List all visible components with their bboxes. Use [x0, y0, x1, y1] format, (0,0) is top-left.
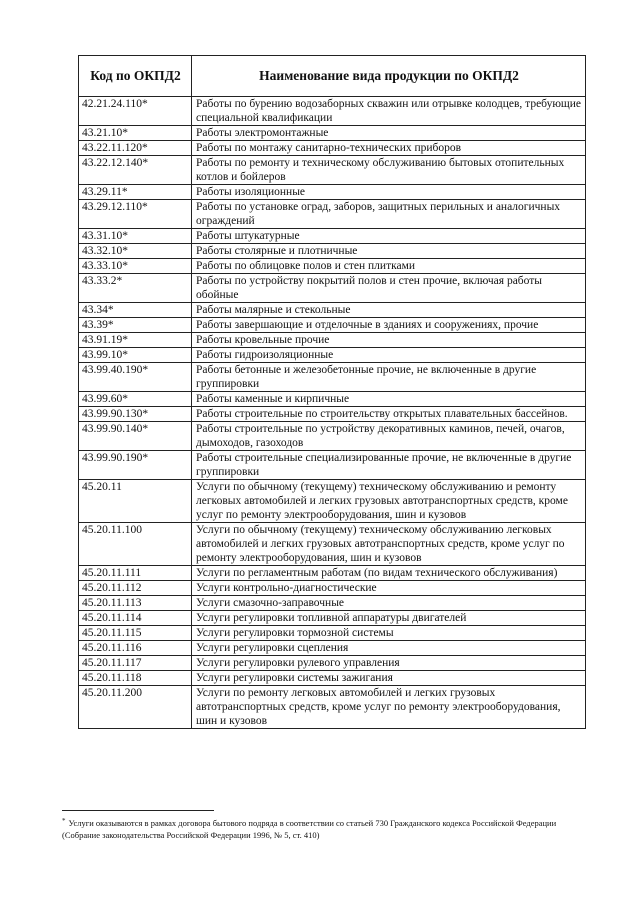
- product-name-cell: Работы завершающие и отделочные в зданиях и сооружениях, прочие: [192, 318, 586, 333]
- table-row: [79, 581, 586, 596]
- product-name-cell: Работы по устройству покрытий полов и стен прочие, включая работы обойные: [192, 274, 586, 303]
- product-name-cell: Работы строительные по строительству открытых плавательных бассейнов.: [192, 407, 586, 422]
- okpd2-code-cell: 43.34*: [79, 303, 192, 318]
- table-row: [79, 141, 586, 156]
- okpd2-code-cell: 43.99.40.190*: [79, 363, 192, 392]
- okpd2-code-cell: 45.20.11.117: [79, 656, 192, 671]
- okpd2-code-cell: 42.21.24.110*: [79, 97, 192, 126]
- okpd2-table: [78, 55, 586, 729]
- product-name-cell: Работы по бурению водозаборных скважин или отрывке колодцев, требующие специальной квалификации: [192, 97, 586, 126]
- product-name-cell: Услуги регулировки рулевого управления: [192, 656, 586, 671]
- product-name-cell: Услуги регулировки сцепления: [192, 641, 586, 656]
- okpd2-code-cell: 43.22.11.120*: [79, 141, 192, 156]
- okpd2-code-cell: 43.91.19*: [79, 333, 192, 348]
- okpd2-code-cell: 43.29.11*: [79, 185, 192, 200]
- table-row: [79, 596, 586, 611]
- okpd2-code-cell: 43.32.10*: [79, 244, 192, 259]
- okpd2-code-cell: 45.20.11.111: [79, 566, 192, 581]
- okpd2-code-cell: 43.99.90.140*: [79, 422, 192, 451]
- table-row: [79, 259, 586, 274]
- table-row: [79, 156, 586, 185]
- header-name: Наименование вида продукции по ОКПД2: [192, 56, 586, 97]
- product-name-cell: Работы по установке оград, заборов, защитных перильных и аналогичных ограждений: [192, 200, 586, 229]
- product-name-cell: Работы малярные и стекольные: [192, 303, 586, 318]
- product-name-cell: Работы по монтажу санитарно-технических приборов: [192, 141, 586, 156]
- table-row: [79, 303, 586, 318]
- okpd2-code-cell: 45.20.11.115: [79, 626, 192, 641]
- okpd2-code-cell: 43.31.10*: [79, 229, 192, 244]
- okpd2-code-cell: 43.99.90.130*: [79, 407, 192, 422]
- product-name-cell: Работы электромонтажные: [192, 126, 586, 141]
- okpd2-code-cell: 45.20.11.116: [79, 641, 192, 656]
- table-row: [79, 244, 586, 259]
- product-name-cell: Работы штукатурные: [192, 229, 586, 244]
- okpd2-code-cell: 45.20.11.114: [79, 611, 192, 626]
- product-name-cell: Услуги контрольно-диагностические: [192, 581, 586, 596]
- product-name-cell: Работы бетонные и железобетонные прочие, не включенные в другие группировки: [192, 363, 586, 392]
- footnote-mark: *: [62, 817, 66, 825]
- okpd2-code-cell: 43.99.60*: [79, 392, 192, 407]
- table-row: [79, 656, 586, 671]
- okpd2-code-cell: 43.99.90.190*: [79, 451, 192, 480]
- okpd2-code-cell: 43.22.12.140*: [79, 156, 192, 185]
- table-body: [79, 97, 586, 729]
- table-row: [79, 229, 586, 244]
- product-name-cell: Услуги регулировки топливной аппаратуры двигателей: [192, 611, 586, 626]
- product-name-cell: Работы кровельные прочие: [192, 333, 586, 348]
- table-row: [79, 407, 586, 422]
- table-row: [79, 523, 586, 566]
- table-row: [79, 451, 586, 480]
- table-row: [79, 318, 586, 333]
- okpd2-code-cell: 43.39*: [79, 318, 192, 333]
- product-name-cell: Услуги по регламентным работам (по видам технического обслуживания): [192, 566, 586, 581]
- okpd2-code-cell: 43.29.12.110*: [79, 200, 192, 229]
- table-row: [79, 611, 586, 626]
- table-row: [79, 566, 586, 581]
- footnote-divider: [62, 810, 214, 811]
- product-name-cell: Работы строительные по устройству декоративных каминов, печей, очагов, дымоходов, газоходов: [192, 422, 586, 451]
- footnote-text: Услуги оказываются в рамках договора бытового подряда в соответствии со статьей 730 Гражданского кодекса Российской Федерации (Собрание законодательства Российской Федерации 1996, № 5, ст. 410): [62, 818, 557, 840]
- product-name-cell: Работы строительные специализированные прочие, не включенные в другие группировки: [192, 451, 586, 480]
- table-row: [79, 126, 586, 141]
- table-row: [79, 671, 586, 686]
- product-name-cell: Услуги регулировки системы зажигания: [192, 671, 586, 686]
- table-row: [79, 274, 586, 303]
- product-name-cell: Работы гидроизоляционные: [192, 348, 586, 363]
- table-row: [79, 97, 586, 126]
- product-name-cell: Услуги смазочно-заправочные: [192, 596, 586, 611]
- okpd2-code-cell: 45.20.11: [79, 480, 192, 523]
- okpd2-code-cell: 45.20.11.112: [79, 581, 192, 596]
- product-name-cell: Работы изоляционные: [192, 185, 586, 200]
- table-row: [79, 200, 586, 229]
- okpd2-code-cell: 43.33.2*: [79, 274, 192, 303]
- table-row: [79, 422, 586, 451]
- table-row: [79, 392, 586, 407]
- okpd2-code-cell: 43.21.10*: [79, 126, 192, 141]
- table-row: [79, 480, 586, 523]
- table-row: [79, 185, 586, 200]
- product-name-cell: Услуги по ремонту легковых автомобилей и легких грузовых автотранспортных средств, кроме услуг по ремонту электрооборудования, шин и кузовов: [192, 686, 586, 729]
- product-name-cell: Работы по ремонту и техническому обслуживанию бытовых отопительных котлов и бойлеров: [192, 156, 586, 185]
- header-code: Код по ОКПД2: [79, 56, 192, 97]
- product-name-cell: Работы по облицовке полов и стен плитками: [192, 259, 586, 274]
- okpd2-code-cell: 43.33.10*: [79, 259, 192, 274]
- product-name-cell: Работы каменные и кирпичные: [192, 392, 586, 407]
- product-name-cell: Услуги по обычному (текущему) техническому обслуживанию и ремонту легковых автомобилей и легких грузовых автотранспортных средств, кроме услуг по ремонту электрооборудования, шин и кузовов: [192, 480, 586, 523]
- okpd2-code-cell: 45.20.11.113: [79, 596, 192, 611]
- product-name-cell: Услуги регулировки тормозной системы: [192, 626, 586, 641]
- table-header-row: [79, 56, 586, 97]
- okpd2-code-cell: 43.99.10*: [79, 348, 192, 363]
- table-row: [79, 626, 586, 641]
- table-row: [79, 641, 586, 656]
- table-row: [79, 363, 586, 392]
- okpd2-code-cell: 45.20.11.100: [79, 523, 192, 566]
- table-row: [79, 686, 586, 729]
- table-row: [79, 333, 586, 348]
- footnote: [62, 817, 590, 841]
- product-name-cell: Услуги по обычному (текущему) техническому обслуживанию легковых автомобилей и легких грузовых автотранспортных средств, кроме услуг по ремонту электрооборудования, шин и кузовов: [192, 523, 586, 566]
- table-row: [79, 348, 586, 363]
- product-name-cell: Работы столярные и плотничные: [192, 244, 586, 259]
- okpd2-code-cell: 45.20.11.200: [79, 686, 192, 729]
- okpd2-code-cell: 45.20.11.118: [79, 671, 192, 686]
